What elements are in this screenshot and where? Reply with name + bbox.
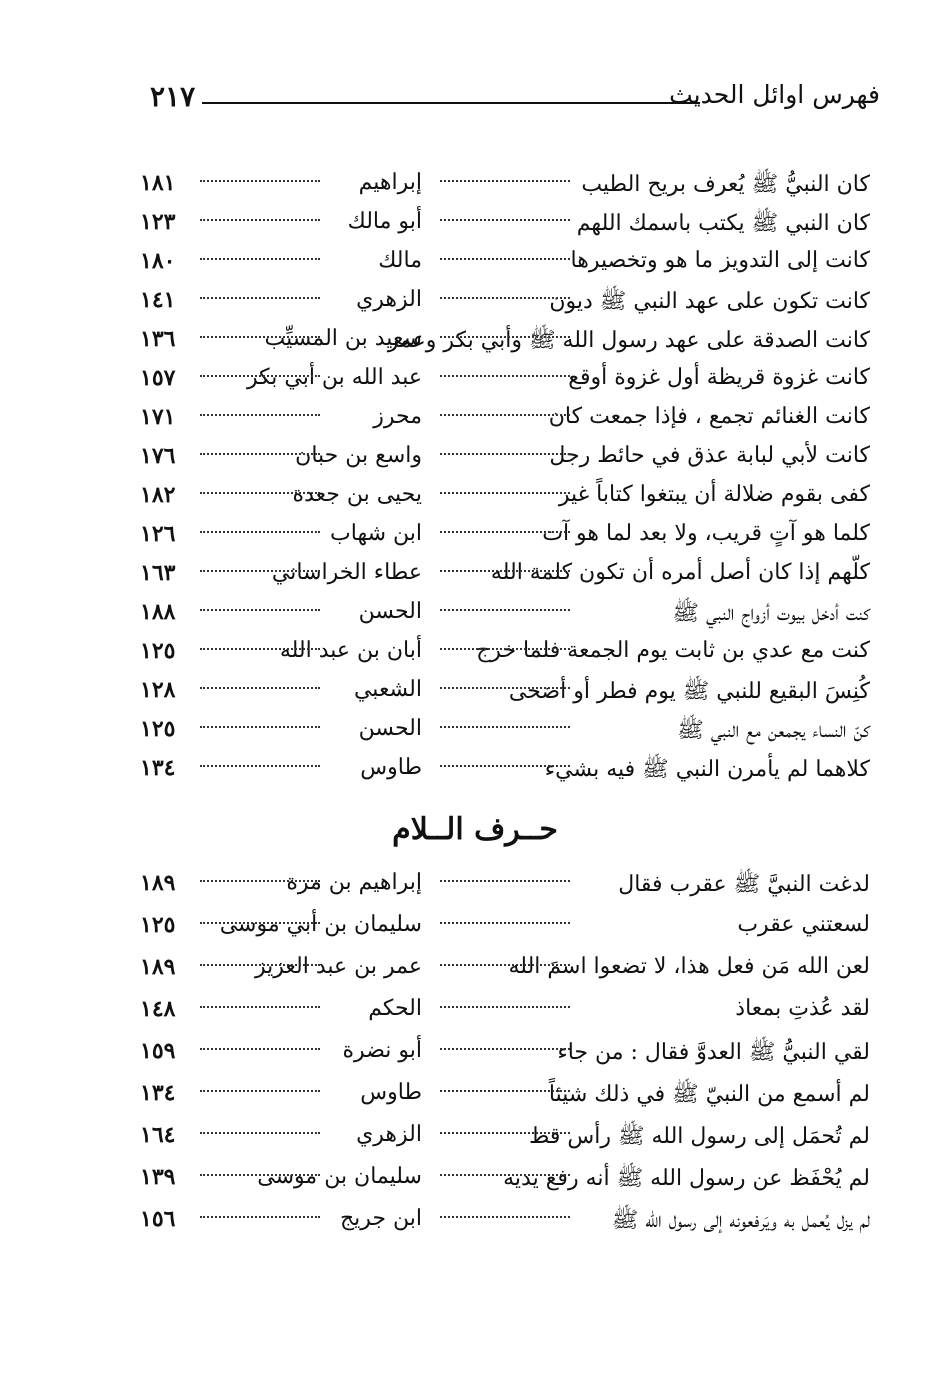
narrator-name: أبو مالك [347,209,422,234]
narrator-name: الزهري [356,1122,422,1147]
narrator-name: الشعبي [353,677,422,702]
dot-leader [440,297,570,299]
hadith-opening: لم أسمع من النبيّ ﷺ في ذلك شيئاً [548,1082,870,1107]
narrator-name: أبان بن عبد الله [279,638,422,663]
index-row [140,912,870,946]
hadith-opening: كانت غزوة قريظة أول غزوة أوقع [568,365,870,390]
hadith-opening: لدغت النبيَّ ﷺ عقرب فقال [618,872,870,897]
hadith-opening: كانت لأبي لبابة عذق في حائط رجل [549,443,870,468]
dot-leader [440,726,570,728]
narrator-name: محرز [373,404,422,429]
narrator-name: الحسن [358,716,422,741]
index-row [140,443,870,477]
hadith-opening: كانت تكون على عهد النبي ﷺ ديون [549,289,870,314]
reference-page-number: ١٤٨ [140,996,176,1022]
narrator-name: سليمان بن موسى [257,1164,422,1189]
index-row [140,365,870,399]
dot-leader [200,1090,320,1092]
narrator-name: مالك [378,248,422,273]
narrator-name: إبراهيم بن مرة [286,870,422,895]
dot-leader [440,258,570,260]
reference-page-number: ١٥٦ [140,1206,176,1232]
dot-leader [200,964,320,966]
dot-leader [440,414,570,416]
dot-leader [440,1006,570,1008]
hadith-opening: لسعتني عقرب [737,912,870,937]
hadith-opening: كُنِسَ البقيع للنبي ﷺ يوم فطر أو أضحى [508,679,870,704]
index-row [140,677,870,711]
narrator-name: ابن جريج [339,1206,422,1231]
reference-page-number: ١٢٥ [140,912,176,938]
reference-page-number: ١٧١ [140,404,176,430]
dot-leader [440,531,570,533]
dot-leader [440,880,570,882]
dot-leader [200,531,320,533]
hadith-opening: كان النبيُّ ﷺ يُعرف بريح الطيب [581,172,870,197]
hadith-opening: كنت أدخل بيوت أزواج النبي ﷺ [672,601,870,626]
dot-leader [200,687,320,689]
dot-leader [200,180,320,182]
hadith-opening: كان النبي ﷺ يكتب باسمك اللهم [576,211,870,236]
narrator-name: سعيد بن المسيِّب [264,326,422,351]
hadith-opening: كفى بقوم ضلالة أن يبتغوا كتاباً غير [558,482,870,507]
reference-page-number: ١٥٧ [140,365,176,391]
index-row [140,560,870,594]
dot-leader [440,375,570,377]
narrator-name: ابن شهاب [330,521,422,546]
hadith-opening: كانت الصدقة على عهد رسول الله ﷺ وأبي بكر وعمر [387,328,870,353]
dot-leader [200,880,320,882]
narrator-name: يحيى بن جعدة [292,482,422,507]
index-row [140,870,870,904]
narrator-name: أبو نضرة [342,1038,422,1063]
dot-leader [440,570,570,572]
hadith-opening: كانت إلى التدويز ما هو وتخصيرها [570,248,870,273]
index-row [140,996,870,1030]
dot-leader [200,219,320,221]
dot-leader [200,609,320,611]
dot-leader [200,922,320,924]
reference-page-number: ١٦٤ [140,1122,176,1148]
dot-leader [440,1048,570,1050]
dot-leader [200,297,320,299]
index-row [140,716,870,750]
narrator-name: عبد الله بن أبي بكر [246,365,422,390]
index-row [140,404,870,438]
reference-page-number: ١٨١ [140,170,176,196]
index-row [140,755,870,789]
reference-page-number: ١٢٥ [140,716,176,742]
dot-leader [200,1048,320,1050]
reference-page-number: ١٢٨ [140,677,176,703]
narrator-name: واسع بن حبان [295,443,422,468]
dot-leader [200,1006,320,1008]
dot-leader [440,1090,570,1092]
narrator-name: الزهري [356,287,422,312]
reference-page-number: ١٦٣ [140,560,176,586]
dot-leader [200,1174,320,1176]
hadith-opening: كنّ النساء يجمعن مع النبي ﷺ [677,718,870,743]
dot-leader [440,219,570,221]
index-row [140,1206,870,1240]
dot-leader [200,375,320,377]
dot-leader [440,453,570,455]
dot-leader [440,180,570,182]
dot-leader [440,609,570,611]
narrator-name: الحكم [368,996,422,1021]
dot-leader [200,453,320,455]
dot-leader [440,648,570,650]
index-row [140,209,870,243]
dot-leader [200,648,320,650]
index-row [140,1038,870,1072]
narrator-name: طاوس [360,1080,422,1105]
hadith-opening: لقد عُذتِ بمعاذ [735,996,870,1021]
index-row [140,482,870,516]
narrator-name: إبراهيم [358,170,422,195]
reference-page-number: ١٥٩ [140,1038,176,1064]
reference-page-number: ١٣٤ [140,755,176,781]
reference-page-number: ١٨٩ [140,954,176,980]
index-row [140,599,870,633]
index-row [140,170,870,204]
index-row [140,954,870,988]
dot-leader [200,414,320,416]
dot-leader [440,765,570,767]
dot-leader [200,570,320,572]
dot-leader [200,336,320,338]
index-row [140,638,870,672]
hadith-opening: لم يُحْفَظ عن رسول الله ﷺ أنه رفع يديه [503,1166,870,1191]
reference-page-number: ١٣٩ [140,1164,176,1190]
index-row [140,1164,870,1198]
index-row [140,248,870,282]
dot-leader [200,1132,320,1134]
narrator-name: طاوس [360,755,422,780]
narrator-name: الحسن [358,599,422,624]
index-row [140,1122,870,1156]
dot-leader [200,726,320,728]
hadith-opening: لعن الله مَن فعل هذا، لا تضعوا اسمَ الله [508,954,870,979]
hadith-opening: لم تُحمَل إلى رسول الله ﷺ رأس قط [528,1124,870,1149]
dot-leader [440,1216,570,1218]
header-rule [202,102,700,104]
hadith-opening: كانت الغنائم تجمع ، فإذا جمعت كان [548,404,870,429]
hadith-opening: كلما هو آتٍ قريب، ولا بعد لما هو آت [542,521,870,546]
page-header [140,80,880,120]
dot-leader [200,765,320,767]
hadith-opening: كنت مع عدي بن ثابت يوم الجمعة فلما خرج [476,638,870,663]
index-row [140,1080,870,1114]
hadith-opening: لقي النبيُّ ﷺ العدوَّ فقال : من جاء [557,1040,870,1065]
dot-leader [200,492,320,494]
index-row [140,287,870,321]
hadith-opening: كلّهم إذا كان أصل أمره أن تكون كلمة الله [490,560,870,585]
running-title: فهرس اوائل الحديث [669,80,880,109]
reference-page-number: ١٨٢ [140,482,176,508]
dot-leader [200,1216,320,1218]
dot-leader [440,1132,570,1134]
reference-page-number: ١٨٠ [140,248,176,274]
reference-page-number: ١٣٦ [140,326,176,352]
narrator-name: عمر بن عبد العزيز [255,954,422,979]
hadith-opening: كلاهما لم يأمرن النبي ﷺ فيه بشيء [544,757,870,782]
reference-page-number: ١٨٩ [140,870,176,896]
dot-leader [440,687,570,689]
reference-page-number: ١٢٥ [140,638,176,664]
section-heading: حــرف الــلام [392,812,558,847]
reference-page-number: ١٧٦ [140,443,176,469]
index-row [140,326,870,360]
dot-leader [440,336,570,338]
dot-leader [440,1174,570,1176]
page-number: ٢١٧ [150,80,196,113]
dot-leader [440,964,570,966]
reference-page-number: ١٨٨ [140,599,176,625]
narrator-name: سليمان بن أبي موسى [219,912,422,937]
reference-page-number: ١٣٤ [140,1080,176,1106]
hadith-opening: لم يزل يُعمل به ويَرفعونه إلى رسول الله ﷺ [611,1208,870,1233]
narrator-name: عطاء الخراساني [271,560,422,585]
dot-leader [440,922,570,924]
reference-page-number: ١٢٣ [140,209,176,235]
dot-leader [440,492,570,494]
reference-page-number: ١٤١ [140,287,176,313]
index-row [140,521,870,555]
dot-leader [200,258,320,260]
reference-page-number: ١٢٦ [140,521,176,547]
